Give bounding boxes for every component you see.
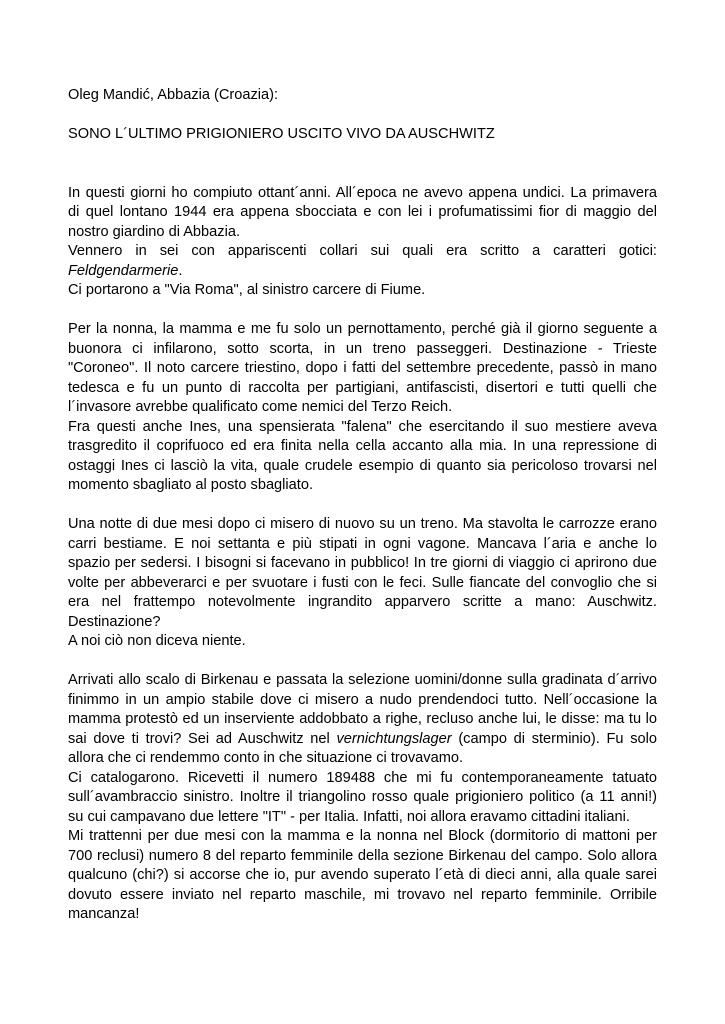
text-line: era nel frattempo notevolmente ingrandito apparvero scritte a mano: Auschwitz. [68,594,657,610]
text-line: Una notte di due mesi dopo ci misero di nuovo su un treno. Ma stavolta le carrozze erano [68,516,657,532]
text-line: spazio per sedersi. I bisogni si facevano in pubblico! In tre giorni di viaggio ci aprirono due [68,555,657,571]
text-line: volte per abbeverarci e per svuotare i fusti con le feci. Sulle fiancate del convoglio che si [68,574,657,591]
document-page [68,86,657,925]
text-line: Vennero in sei con appariscenti collari sui quali era scritto a caratteri gotici: [68,243,657,259]
text-line: Ci portarono a "Via Roma", al sinistro carcere di Fiume. [68,282,426,298]
text-line: In questi giorni ho compiuto ottant´anni. All´epoca ne avevo appena undici. La primavera [68,184,657,201]
text-line: momento sbagliato al posto sbagliato. [68,477,314,493]
paragraph-3 [68,515,657,652]
text-line: 700 reclusi) numero 8 del reparto femminile della sezione Birkenau del campo. Solo allora [68,847,657,864]
text-line: sai dove ti trovi? Sei ad Auschwitz nel vernichtungslager (campo di sterminio). Fu solo [68,730,657,747]
text-line: tedesca e fu un punto di raccolta per partigiani, antifascisti, disertori e tutti quelli che [68,379,657,396]
paragraph-2 [68,320,657,496]
text-line: ostaggi Ines ci lasciò la vita, quale crudele esempio di quanto sia pericoloso trovarsi nel [68,457,657,474]
text-line: mamma protestò ed un inserviente addobbato a righe, recluso anche lui, le disse: ma tu lo [68,711,657,727]
text-line: su cui campavano due lettere "IT" - per Italia. Infatti, noi allora eravamo cittadini italiani. [68,808,630,825]
document-title: SONO L´ULTIMO PRIGIONIERO USCITO VIVO DA AUSCHWITZ [68,126,495,142]
italic-term: Feldgendarmerie [68,262,179,279]
author-line: Oleg Mandić, Abbazia (Croazia): [68,87,279,103]
text-line: finimmo in un ampio stabile dove ci misero a nudo prendendoci tutto. Nell´occasione la [68,691,657,708]
text-line: sull´avambraccio sinistro. Inoltre il triangolino rosso quale prigioniero politico (a 11 anni!) [68,789,657,805]
text-line: mancanza! [68,906,140,922]
text-line: Fra questi anche Ines, una spensierata "falena" che esercitando il suo mestiere aveva [68,418,657,435]
text-line: dovuto essere inviato nel reparto maschile, mi trovavo nel reparto femminile. Orribile [68,886,657,903]
text-line: A noi ciò non diceva niente. [68,633,246,649]
text-line: di quel lontano 1944 era appena sbocciata e con lei i profumatissimi fior di maggio del [68,204,657,220]
text-line: Feldgendarmerie. [68,262,183,279]
text-line: l´invasore avrebbe qualificato come nemici del Terzo Reich. [68,399,453,415]
text-line: Mi trattenni per due mesi con la mamma e la nonna nel Block (dormitorio di mattoni per [68,828,657,844]
text-line: "Coroneo". Il noto carcere triestino, dopo i fatti del settembre precedente, passò in mano [68,360,657,376]
text-line: trasgredito il coprifuoco ed era finita nella cella accanto alla mia. In una repressione di [68,438,657,454]
text-line: Ci catalogarono. Ricevetti il numero 189488 che mi fu contemporaneamente tatuato [68,769,657,786]
text-line: Arrivati allo scalo di Birkenau e passata la selezione uomini/donne sulla gradinata d´arrivo [68,672,657,688]
text-line: allora che ci rendemmo conto in che situazione ci trovavamo. [68,750,464,766]
text-line: qualcuno (chi?) si accorse che io, pur avendo superato l´età di dieci anni, alla quale sarei [68,867,657,883]
paragraph-1 [68,184,657,301]
text-line: nostro giardino di Abbazia. [68,223,240,240]
text-line: Destinazione? [68,613,161,630]
text-line: Per la nonna, la mamma e me fu solo un pernottamento, perché già il giorno seguente a [68,321,657,337]
text-line: carri bestiame. E noi settanta e più stipati in ogni vagone. Mancava l´aria e anche lo [68,535,657,552]
italic-term: vernichtungslager [336,730,452,747]
paragraph-4 [68,671,657,925]
text-line: buonora ci infilarono, sotto scorta, in un treno passeggeri. Destinazione - Trieste [68,340,657,357]
